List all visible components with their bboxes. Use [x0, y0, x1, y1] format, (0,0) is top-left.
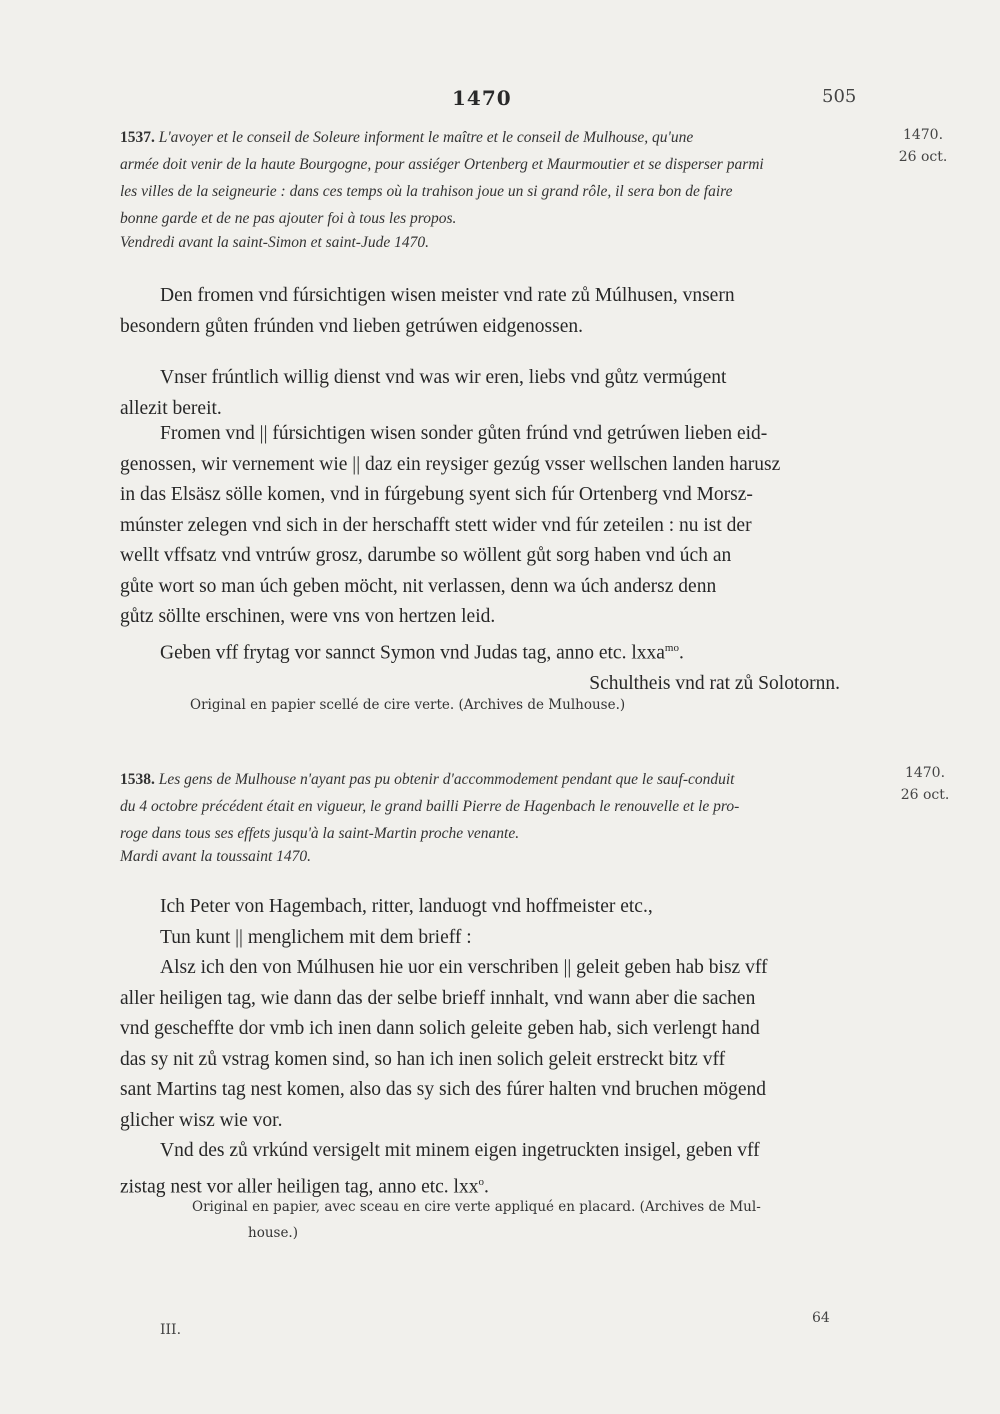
text-line: genossen, wir vernement wie || daz ein reysiger gezúg vsser wellschen landen harusz — [120, 453, 781, 475]
summary-line: Les gens de Mulhouse n'ayant pas pu obtenir d'accommodement pendant que le sauf-conduit — [158, 771, 735, 788]
greeting-paragraph — [120, 363, 880, 424]
text-line: aller heiligen tag, wie dann das der selbe brieff innhalt, vnd wann aber die sachen — [120, 987, 756, 1009]
text-line: Ich Peter von Hagembach, ritter, landuogt vnd hoffmeister etc., — [160, 896, 653, 917]
margin-year: 1470. — [904, 765, 946, 781]
summary-line: roge dans tous ses effets jusqu'à la saint-Martin proche venante. — [120, 825, 520, 842]
text-line: das sy nit zů vstrag komen sind, so han ich inen solich geleit erstreckt bitz vff — [120, 1048, 726, 1070]
margin-date-1537 — [888, 124, 958, 168]
dating-clause: Geben vff frytag vor sannct Symon vnd Judas tag, anno etc. lxxa$^{mo}$. — [160, 641, 684, 663]
signature: Schultheis vnd rat zů Solotornn. — [589, 672, 840, 694]
text-line: wellt vffsatz vnd vntrúw grosz, darumbe so wöllent gůt sorg haben vnd úch an — [120, 545, 732, 566]
body-paragraph — [120, 419, 880, 699]
margin-date-1538 — [890, 762, 960, 806]
text-line: in das Elsäsz sölle komen, vnd in fúrgebung syent sich fúr Ortenberg vnd Morsz- — [120, 484, 753, 505]
summary-line: les villes de la seigneurie : dans ces temps où la trahison joue un si grand rôle, il sera bon de faire — [120, 183, 733, 200]
text-line: Fromen vnd || fúrsichtigen wisen sonder gůten frúnd vnd getrúwen lieben eid- — [160, 423, 768, 444]
text-line: glicher wisz wie vor. — [120, 1109, 283, 1131]
volume-mark: III. — [160, 1322, 182, 1338]
margin-year: 1470. — [902, 127, 944, 143]
summary-1537 — [120, 124, 880, 232]
text-line: múnster zelegen vnd sich in der herschafft stett wider vnd fúr zeteilen : nu ist der — [120, 514, 752, 536]
text-line: Vnser frúntlich willig dienst vnd was wir eren, liebs vnd gůtz vermúgent — [160, 367, 727, 388]
margin-day: 26 oct. — [898, 149, 948, 165]
text-line: sant Martins tag nest komen, also das sy sich des fúrer halten vnd bruchen mögend — [120, 1079, 767, 1100]
source-line: house.) — [248, 1225, 298, 1241]
margin-day: 26 oct. — [900, 787, 950, 803]
body-1538 — [120, 892, 880, 1203]
date-line-1538: Mardi avant la toussaint 1470. — [120, 848, 312, 865]
text-line: Tun kunt || menglichem mit dem brieff : — [160, 926, 472, 948]
signature-mark: 64 — [812, 1310, 830, 1326]
text-line: Alsz ich den von Múlhusen hie uor ein verschriben || geleit geben hab bisz vff — [160, 957, 768, 978]
summary-line: bonne garde et de ne pas ajouter foi à tous les propos. — [120, 210, 457, 227]
source-note-1537: Original en papier scellé de cire verte. (Archives de Mulhouse.) — [190, 697, 626, 713]
dating-clause: zistag nest vor aller heiligen tag, anno etc. lxx$^o$. — [120, 1175, 489, 1197]
summary-line: L'avoyer et le conseil de Soleure informent le maître et le conseil de Mulhouse, qu'une — [158, 129, 694, 146]
summary-line: du 4 octobre précédent était en vigueur, le grand bailli Pierre de Hagenbach le renouvelle et le pro- — [120, 798, 740, 815]
text-line: gůtz söllte erschinen, were vns von hertzen leid. — [120, 606, 496, 627]
text-line: vnd gescheffte dor vmb ich inen dann solich geleite geben hab, sich verlengt hand — [120, 1018, 760, 1039]
text-line: gůte wort so man úch geben möcht, nit verlassen, denn wa úch andersz denn — [120, 575, 717, 597]
page-number: 505 — [822, 86, 857, 107]
text-line: Vnd des zů vrkúnd versigelt mit minem eigen ingetruckten insigel, geben vff — [160, 1140, 760, 1161]
running-head-year: 1470 — [452, 86, 512, 110]
source-line: Original en papier, avec sceau en cire verte appliqué en placard. (Archives de Mul- — [192, 1199, 761, 1215]
summary-line: armée doit venir de la haute Bourgogne, pour assiéger Ortenberg et Maurmoutier et se disperser parmi — [120, 156, 764, 173]
text-line: Den fromen vnd fúrsichtigen wisen meister vnd rate zů Múlhusen, vnsern — [160, 285, 735, 306]
document-number: 1538. — [120, 771, 155, 788]
document-number: 1537. — [120, 129, 155, 146]
text-line: besondern gůten frúnden vnd lieben getrúwen eidgenossen. — [120, 315, 583, 337]
address-paragraph — [120, 281, 880, 342]
date-line-1537: Vendredi avant la saint-Simon et saint-Jude 1470. — [120, 234, 429, 251]
text-line: allezit bereit. — [120, 397, 222, 419]
summary-1538 — [120, 766, 880, 847]
source-note-1538 — [192, 1194, 882, 1246]
